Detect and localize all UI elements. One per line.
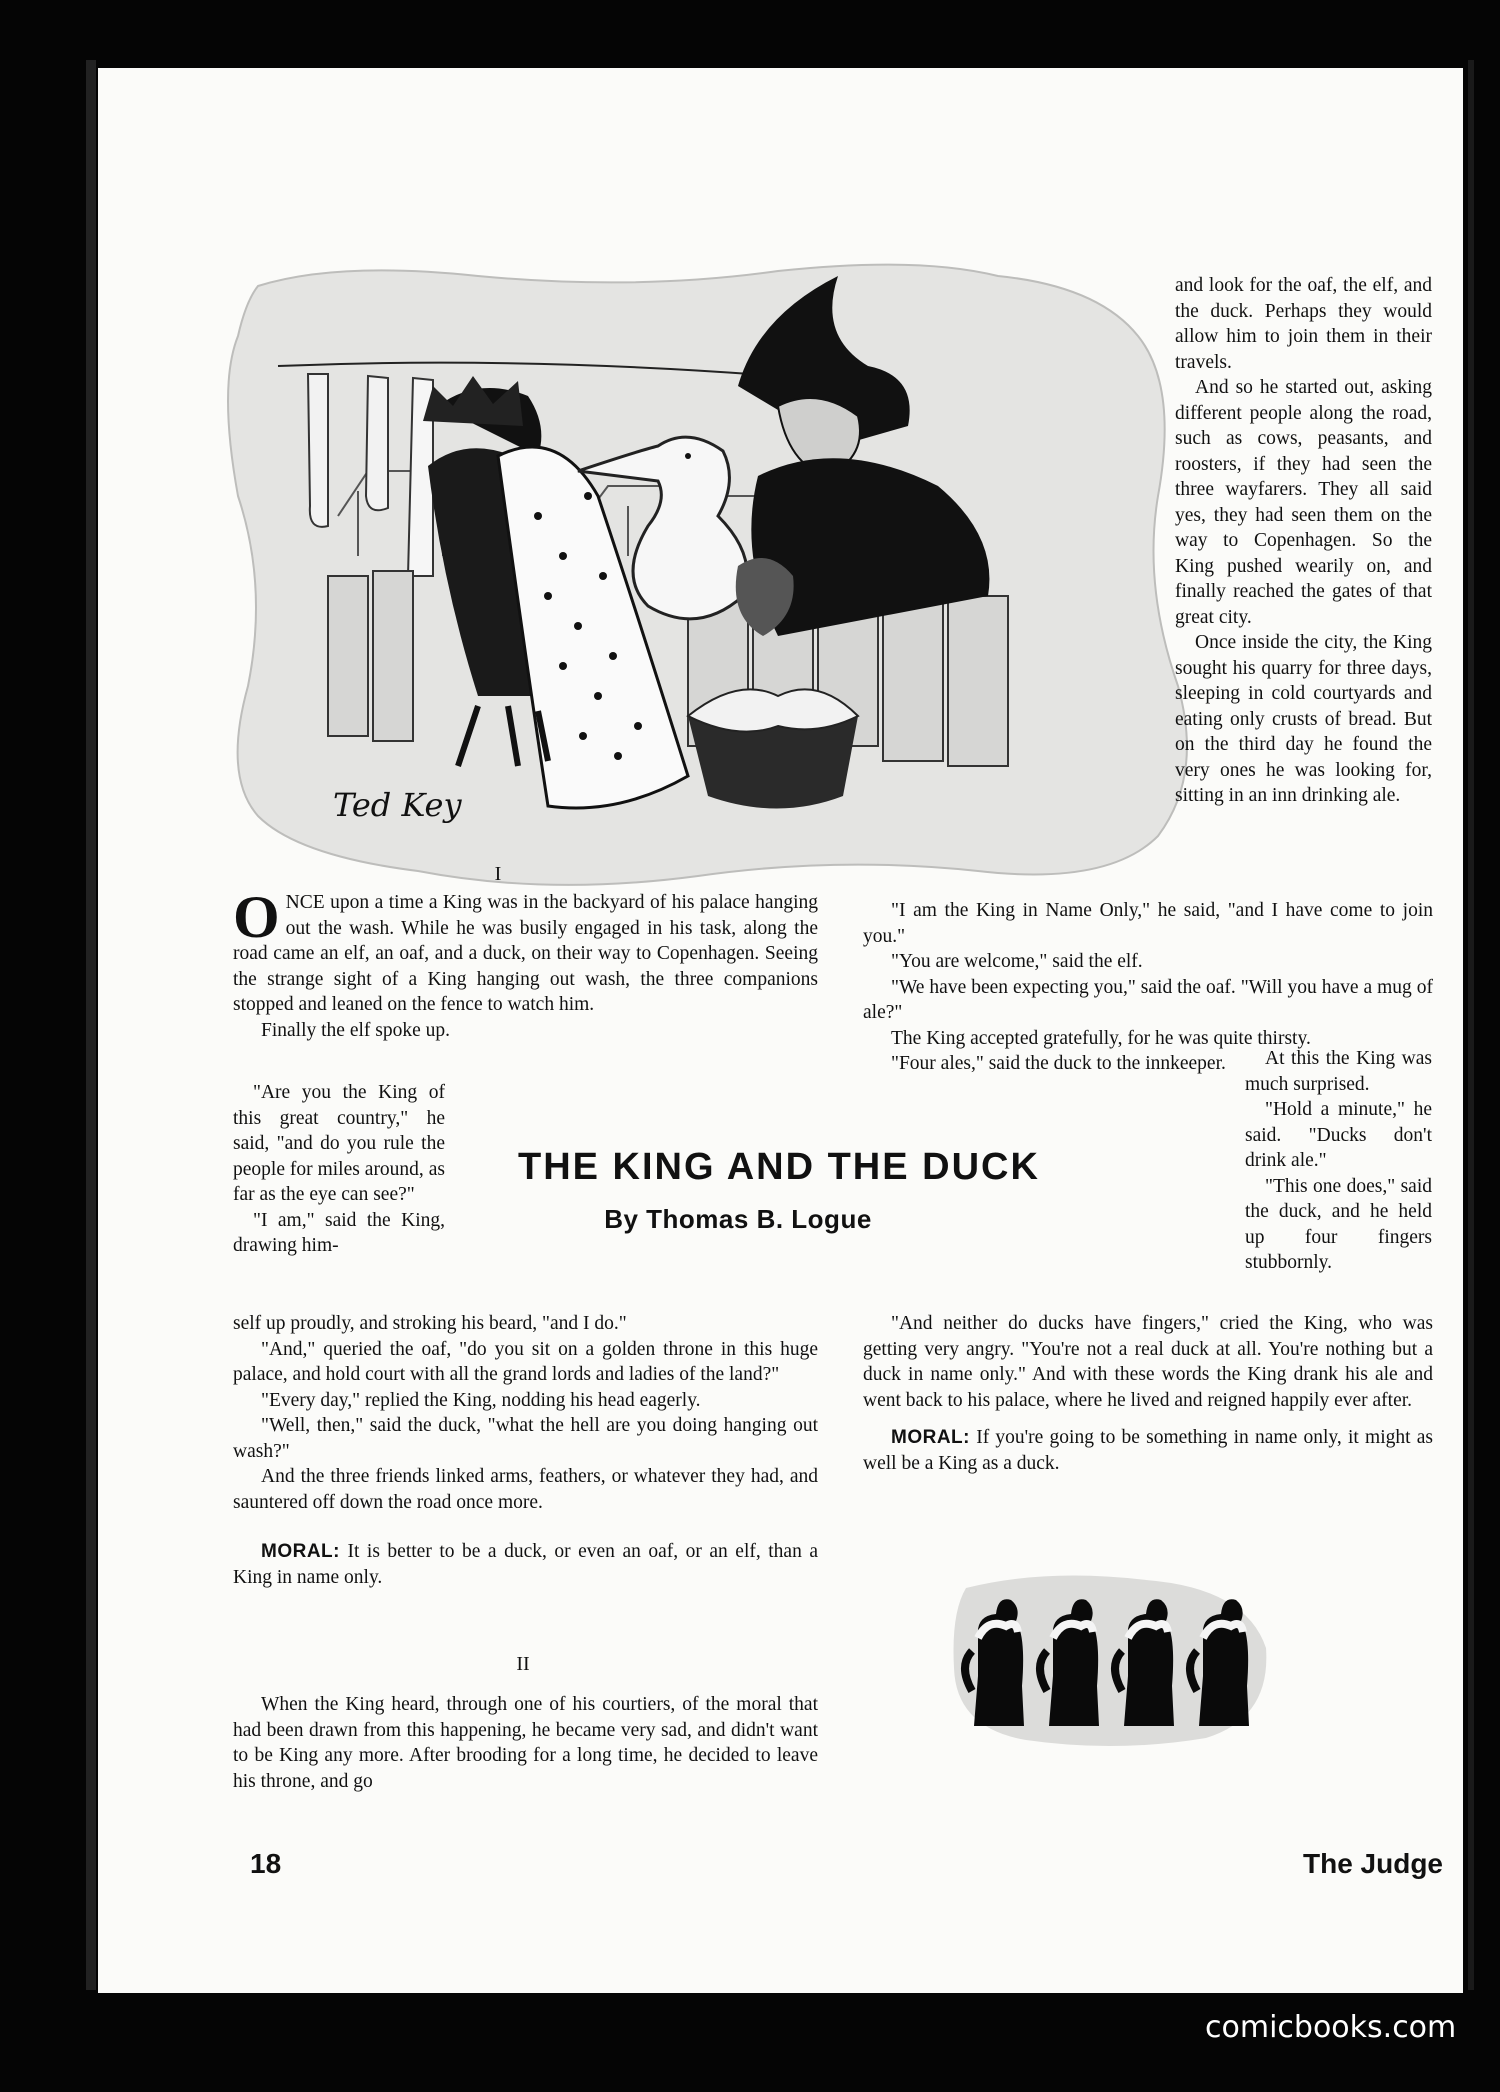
- section1-opening: [233, 884, 818, 1043]
- paragraph: self up proudly, and stroking his beard, "and I do.": [233, 1313, 627, 1334]
- paragraph: "This one does," said the duck, and he held up four fingers stubbornly.: [1245, 1175, 1432, 1273]
- section-numeral-2: II: [516, 1653, 530, 1675]
- paragraph: and look for the oaf, the elf, and the duck. Perhaps they would allow him to join them in their travels.: [1175, 275, 1432, 373]
- paragraph: "Four ales," said the duck to the innkeeper.: [891, 1053, 1226, 1074]
- paragraph: The King accepted gratefully, for he was quite thirsty.: [891, 1027, 1311, 1049]
- story-illustration: [218, 256, 1208, 896]
- section2-ending: [863, 1311, 1433, 1476]
- paragraph: NCE upon a time a King was in the backyard of his palace hanging out the wash. While he was busily engaged in his task, along the road came an elf, an oaf, and a duck, on their way to Copenhagen. Seeing the strange sight of a King hanging out wash, the three companions stopped and leaned on the fence to watch him.: [233, 892, 818, 1015]
- paragraph: And so he started out, asking different people along the road, such as cows, peasants, and roosters, if they had seen the three wayfarers. They all said yes, they had seen them on the way to Copenhagen. So the King pushed wearily on, and finally reached the gates of that great city.: [1175, 377, 1432, 628]
- section1-continuation: [233, 1311, 818, 1590]
- watermark: comicbooks.com: [1205, 2010, 1457, 2045]
- paragraph: "I am," said the King, drawing him-: [233, 1209, 445, 1256]
- moral-label: MORAL:: [891, 1427, 970, 1448]
- moral-1: [233, 1539, 818, 1590]
- paragraph: Finally the elf spoke up.: [261, 1019, 451, 1041]
- moral-text: If you're going to be something in name only, it might as well be a King as a duck.: [863, 1427, 1433, 1474]
- paragraph: "Every day," replied the King, nodding his head eagerly.: [261, 1389, 701, 1411]
- paragraph: At this the King was much surprised.: [1245, 1048, 1432, 1095]
- section2-narrow-column: [1245, 1046, 1432, 1276]
- binding-edge-right: [1468, 60, 1474, 1990]
- section1-narrow-column: [233, 1080, 445, 1259]
- magazine-page: [98, 68, 1463, 1993]
- paragraph: "And neither do ducks have fingers," cried the King, who was getting very angry. "You're not a real duck at all. You're nothing but a duck in name only." And with these words the King drank his ale and went back to his palace, where he lived and reigned happily ever after.: [863, 1313, 1433, 1411]
- binding-edge-left: [86, 60, 96, 1990]
- moral-2: [863, 1425, 1433, 1476]
- paragraph: "You are welcome," said the elf.: [891, 951, 1143, 972]
- publication-name: The Judge: [1302, 1848, 1443, 1879]
- paragraph: "Well, then," said the duck, "what the hell are you doing hanging out wash?": [233, 1415, 818, 1462]
- paragraph: "We have been expecting you," said the oaf. "Will you have a mug of ale?": [863, 976, 1433, 1023]
- section2-opening: [233, 1692, 818, 1794]
- moral-label: MORAL:: [261, 1541, 340, 1562]
- paragraph: Once inside the city, the King sought his quarry for three days, sleeping in cold courtyards and eating only crusts of bread. But on the third day he found the very ones he was looking for, sitting in an inn drinking ale.: [1175, 632, 1432, 806]
- story-byline: By Thomas B. Logue: [604, 1204, 872, 1234]
- moral-text: It is better to be a duck, or even an oaf, or an elf, than a King in name only.: [233, 1541, 818, 1588]
- paragraph: When the King heard, through one of his courtiers, of the moral that had been drawn from this happening, he became very sad, and didn't want to be King any more. After brooding for a long time, he decided to leave his throne, and go: [233, 1694, 818, 1792]
- illustration-signature: Ted Key: [333, 786, 462, 824]
- ale-mugs-illustration: [946, 1568, 1276, 1753]
- drop-cap: O: [233, 884, 280, 950]
- page-number: 18: [250, 1848, 282, 1879]
- paragraph: And the three friends linked arms, feathers, or whatever they had, and sauntered off down the road once more.: [233, 1466, 818, 1513]
- story-title: THE KING AND THE DUCK: [518, 1146, 1040, 1188]
- paragraph: "Are you the King of this great country," he said, "and do you rule the people for miles around, as far as the eye can see?": [233, 1082, 445, 1205]
- paragraph: "And," queried the oaf, "do you sit on a golden throne in this huge palace, and hold court with all the grand lords and ladies of the land?": [233, 1338, 818, 1385]
- paragraph: "Hold a minute," he said. "Ducks don't drink ale.": [1245, 1099, 1432, 1171]
- section-numeral-1: I: [494, 863, 502, 885]
- paragraph: "I am the King in Name Only," he said, "and I have come to join you.": [863, 900, 1433, 947]
- section2-column-upper: [1175, 273, 1432, 809]
